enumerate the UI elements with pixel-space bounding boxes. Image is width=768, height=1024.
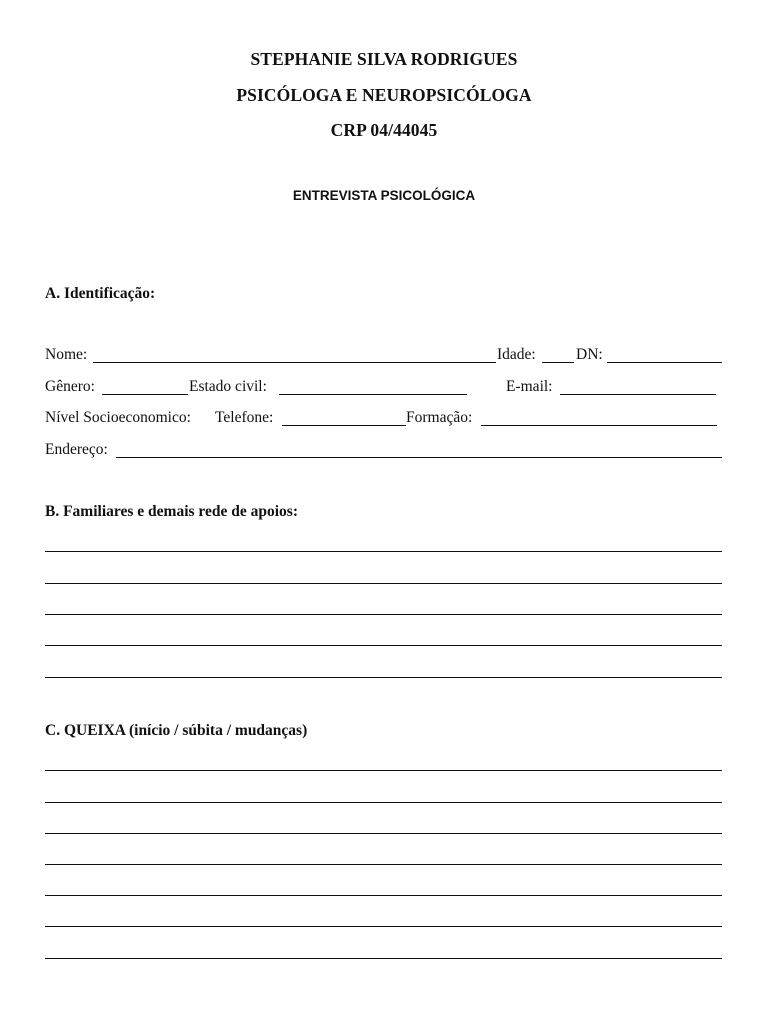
section-c-answer-line[interactable] [45,864,722,865]
section-b-answer-line[interactable] [45,614,722,615]
genero-label: Gênero: [45,378,95,395]
email-label: E-mail: [506,378,553,395]
idade-label: Idade: [497,346,536,363]
row-nivel-telefone-formacao [45,408,722,430]
psychologist-name: STEPHANIE SILVA RODRIGUES [250,49,518,69]
row-endereco [45,440,722,462]
form-title: ENTREVISTA PSICOLÓGICA [292,188,476,203]
genero-field[interactable] [102,394,188,395]
telefone-label: Telefone: [215,409,274,426]
row-genero-estado-email [45,377,722,399]
row-nome-idade-dn [45,345,722,367]
section-c-answer-line[interactable] [45,802,722,803]
email-field[interactable] [560,394,716,395]
section-c-answer-line[interactable] [45,770,722,771]
telefone-field[interactable] [282,425,406,426]
section-c-answer-line[interactable] [45,833,722,834]
section-b-answer-line[interactable] [45,677,722,678]
section-b-answer-line[interactable] [45,645,722,646]
section-c-heading: C. QUEIXA (início / súbita / mudanças) [45,722,308,739]
section-c-answer-line[interactable] [45,895,722,896]
section-b-heading: B. Familiares e demais rede de apoios: [45,503,299,520]
endereco-label: Endereço: [45,441,108,458]
nome-field[interactable] [93,362,496,363]
formacao-label: Formação: [406,409,473,426]
section-b-answer-line[interactable] [45,551,722,552]
dn-field[interactable] [607,362,722,363]
estado-civil-label: Estado civil: [189,378,267,395]
nivel-socioeconomico-label: Nível Socioeconomico: [45,409,191,426]
crp-registration: CRP 04/44045 [330,120,438,140]
nome-label: Nome: [45,346,88,363]
dn-label: DN: [576,346,603,363]
section-c-answer-line[interactable] [45,926,722,927]
endereco-field[interactable] [116,457,722,458]
profession-title: PSICÓLOGA E NEUROPSICÓLOGA [236,85,532,105]
idade-field[interactable] [542,362,574,363]
estado-civil-field[interactable] [279,394,467,395]
formacao-field[interactable] [481,425,717,426]
section-b-answer-line[interactable] [45,583,722,584]
section-a-heading: A. Identificação: [45,285,156,302]
section-c-answer-line[interactable] [45,958,722,959]
